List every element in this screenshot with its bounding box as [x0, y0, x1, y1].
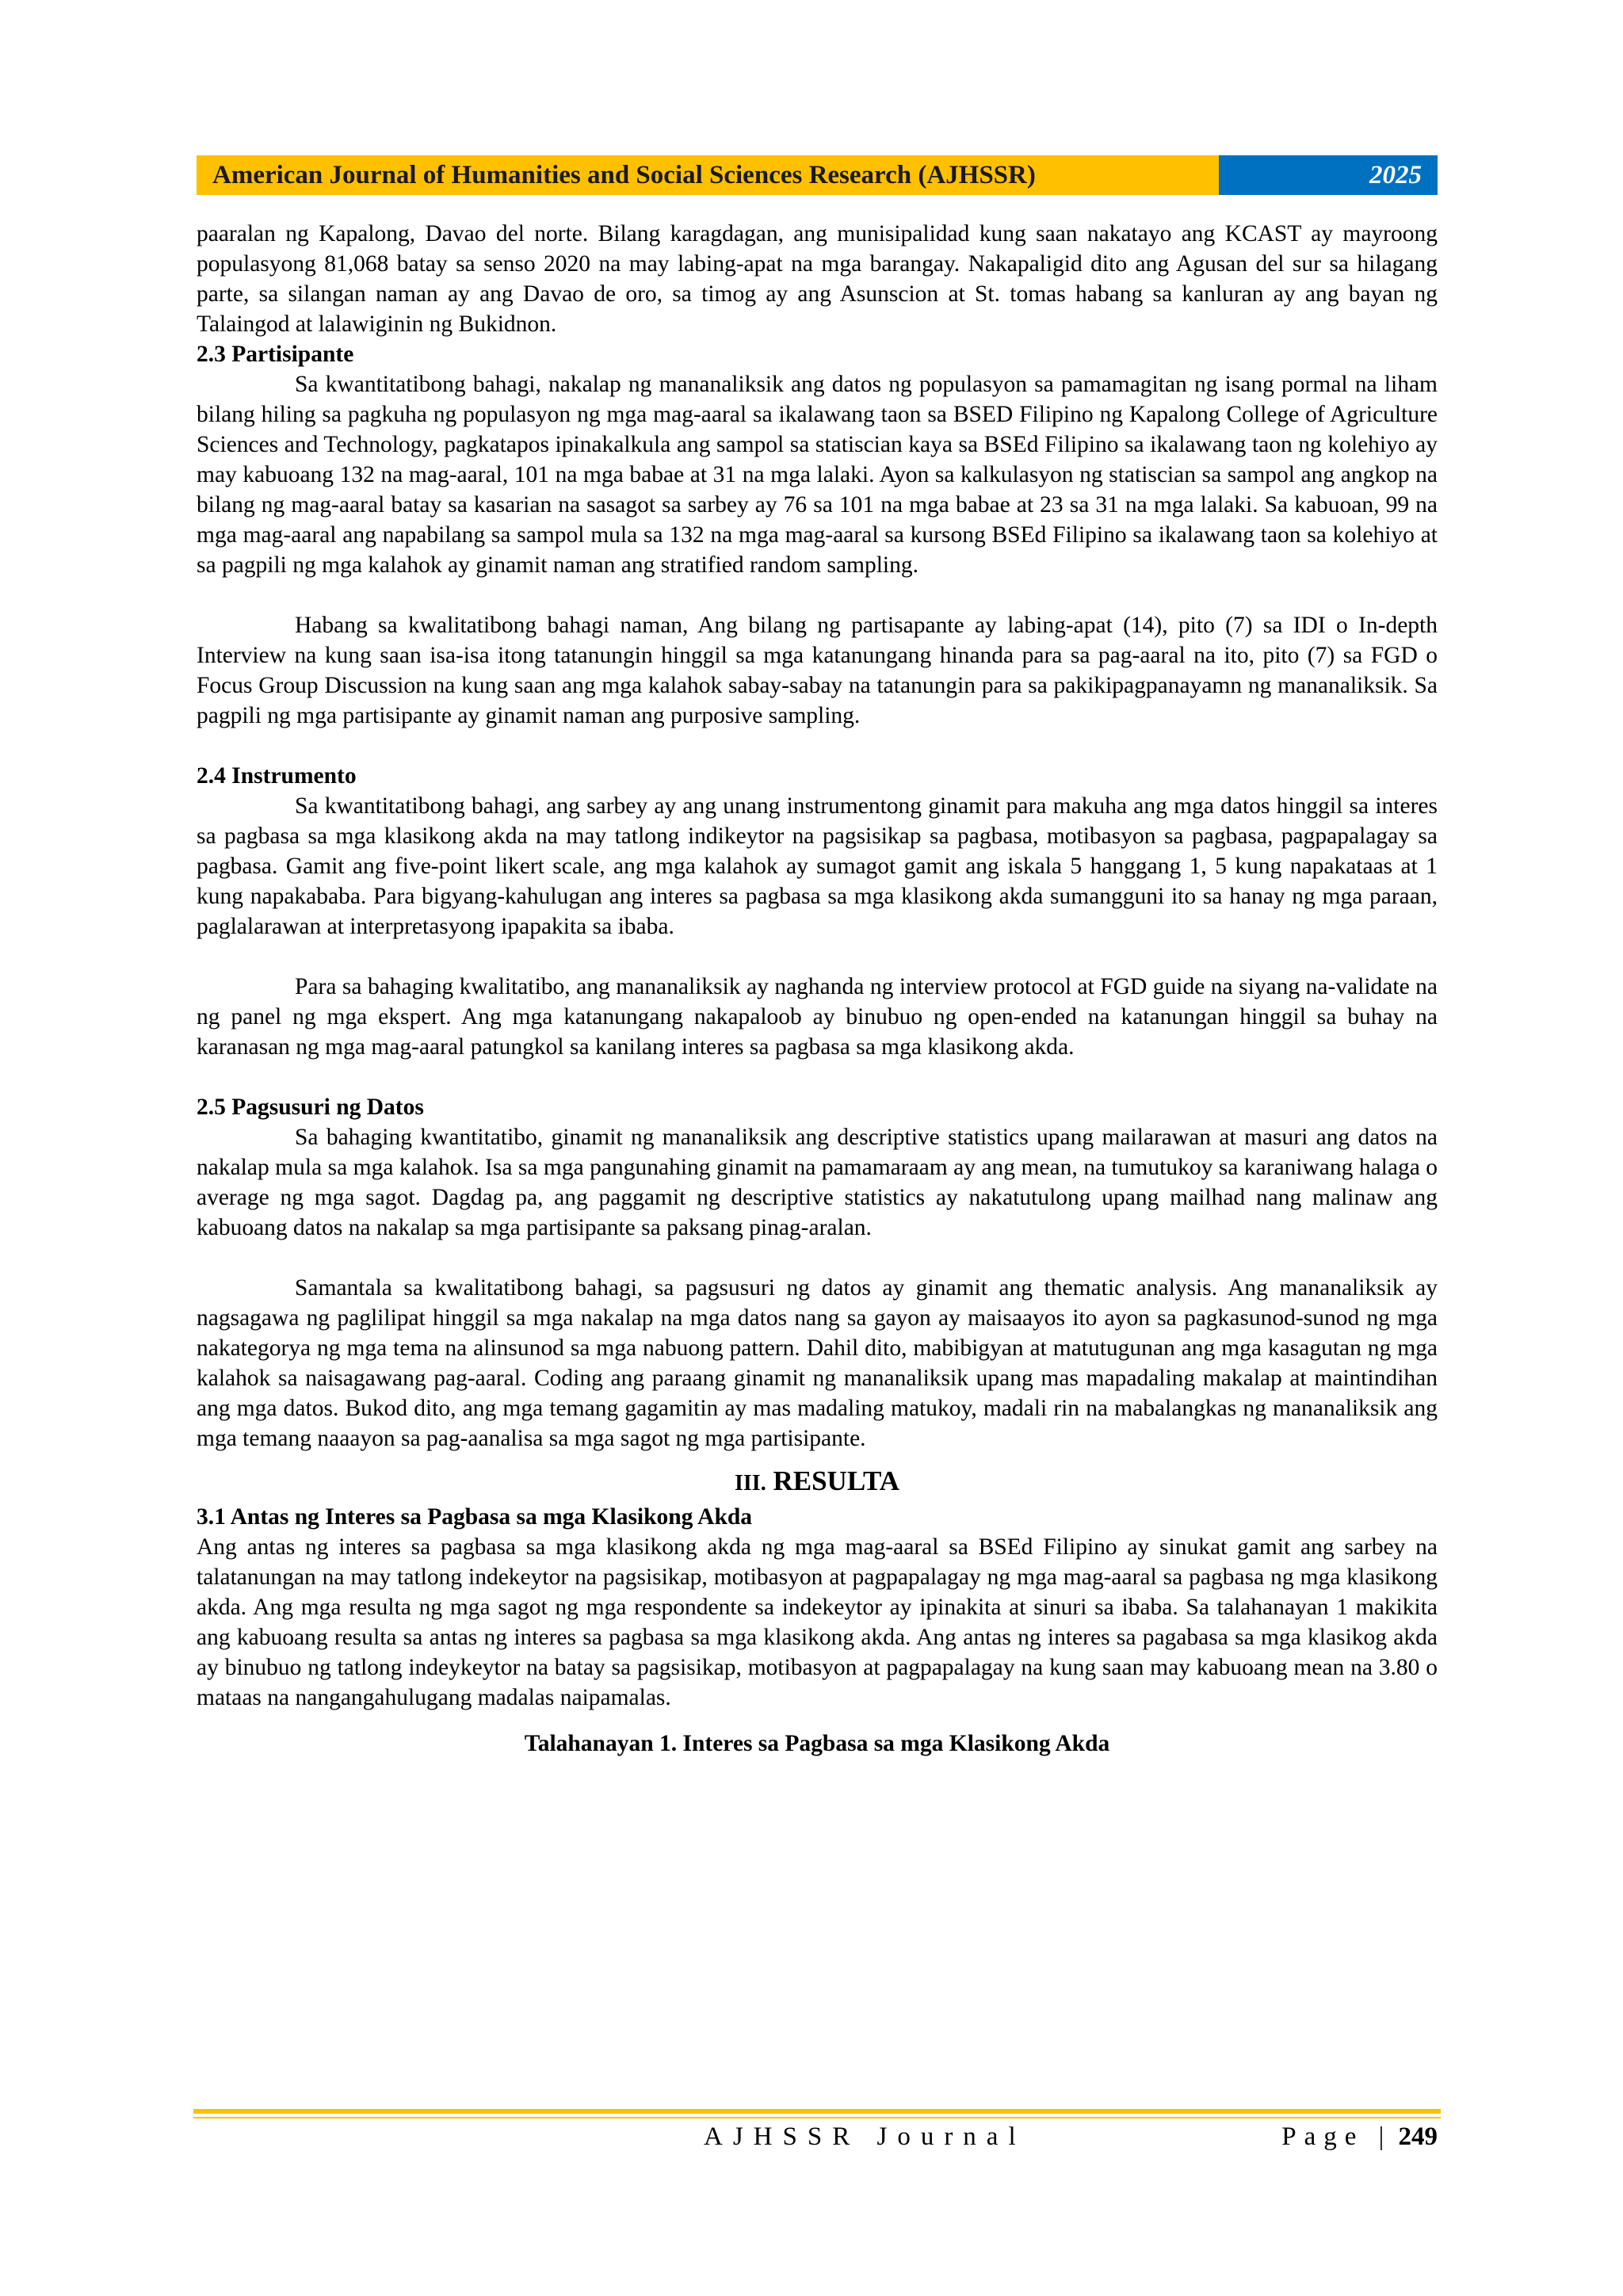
footer-page-number: 249	[1398, 2122, 1438, 2151]
paragraph-partisipante-2: Habang sa kwalitatibong bahagi naman, Ang bilang ng partisapante ay labing-apat (14), pito (7) sa IDI o In-depth Interview na kung saan isa-isa itong tatanungin hinggil sa mga katanungang hinanda para sa pag-aaral na ito, pito (7) sa FGD o Focus Group Discussion na kung saan ang mga kalahok sabay-sabay na tatanungin para sa pakikipagpanayamn ng mananaliksik. Sa pagpili ng mga partisipante ay ginamit naman ang purposive sampling.	[197, 613, 1438, 728]
footer-divider-thick	[193, 2109, 1441, 2114]
paragraph-partisipante-1: Sa kwantitatibong bahagi, nakalap ng mananaliksik ang datos ng populasyon sa pamamagitan ng isang pormal na liham bilang hiling sa pagkuha ng populasyon ng mga mag-aaral sa ikalawang taon sa BSED Filipino ng Kapalong College of Agriculture Sciences and Technology, pagkatapos ipinakalkula ang sampol sa statiscian kaya sa BSEd Filipino sa ikalawang taon ng kolehiyo ay may kabuoang 132 na mag-aaral, 101 na mga babae at 31 na mga lalaki. Ayon sa kalkulasyon ng statiscian sa sampol ang angkop na bilang ng mag-aaral batay sa kasarian na sasagot sa sarbey ay 76 sa 101 na mga babae at 23 sa 31 na mga lalaki. Sa kabuoan, 99 na mga mag-aaral ang napabilang sa sampol mula sa 132 na mga mag-aaral sa kursong BSEd Filipino sa ikalawang taon sa kolehiyo at sa pagpili ng mga kalahok ay ginamit naman ang stratified random sampling.	[197, 372, 1438, 578]
paragraph-instrumento-2: Para sa bahaging kwalitatibo, ang mananaliksik ay naghanda ng interview protocol at FGD guide na siyang na-validate na ng panel ng mga ekspert. Ang mga katanungang nakapaloob ay binubuo ng open-ended na katanungan hinggil sa buhay na karanasan ng mga mag-aaral patungkol sa kanilang interes sa pagbasa sa mga klasikong akda.	[197, 974, 1438, 1060]
paragraph-pagsusuri-1: Sa bahaging kwantitatibo, ginamit ng mananaliksik ang descriptive statistics upang mailarawan at masuri ang datos na nakalap mula sa mga kalahok. Isa sa mga pangunahing ginamit na pamamaraam ay ang mean, na tumutukoy sa karaniwang halaga o average ng mga sagot. Dagdag pa, ang paggamit ng descriptive statistics ay nakatutulong upang mailhad nang malinaw ang kabuoang datos na nakalap sa mga partisipante sa paksang pinag-aralan.	[197, 1125, 1438, 1240]
page-footer	[197, 2122, 1438, 2157]
paragraph-instrumento-1: Sa kwantitatibong bahagi, ang sarbey ay ang unang instrumentong ginamit para makuha ang mga datos hinggil sa interes sa pagbasa sa mga klasikong akda na may tatlong indikeytor na pagsisikap sa pagbasa, motibasyon sa pagbasa, pagpapalagay sa pagbasa. Gamit ang five-point likert scale, ang mga kalahok ay sumagot gamit ang iskala 5 hanggang 1, 5 kung napakataas at 1 kung napakababa. Para bigyang-kahulugan ang interes sa pagbasa sa mga klasikong akda sumangguni ito sa hanay ng mga paraan, paglalarawan at interpretasyong ipapakita sa ibaba.	[197, 793, 1438, 939]
section-title-text: RESULTA	[773, 1465, 899, 1496]
paragraph-antas: Ang antas ng interes sa pagbasa sa mga klasikong akda ng mga mag-aaral sa BSEd Filipino ay sinukat gamit ang sarbey na talatanungan na may tatlong indekeytor na pagsisikap, motibasyon at pagpapalagay ng mga mag-aaral sa pagbasa ng mga klasikong akda. Ang mga resulta ng mga sagot ng mga respondente sa indekeytor ay ipinakita at sinuri sa ibaba. Sa talahanayan 1 makikita ang kabuoang resulta sa antas ng interes sa pagbasa sa mga klasikong akda. Ang antas ng interes sa pagabasa sa mga klasikog akda ay binubuo ng tatlong indeykeytor na batay sa pagsisikap, motibasyon at pagpapalagay na kung saan may kabuoang mean na 3.80 o mataas na nangangahulugang madalas naipamalas.	[197, 1534, 1438, 1710]
journal-title: American Journal of Humanities and Social Sciences Research (AJHSSR)	[197, 155, 1219, 195]
journal-header	[197, 155, 1438, 195]
page-body	[197, 219, 1438, 1759]
heading-partisipante: 2.3 Partisipante	[197, 342, 354, 367]
footer-divider-thin	[193, 2117, 1441, 2118]
publication-year: 2025	[1219, 155, 1438, 195]
section-heading-resulta	[197, 1463, 1438, 1502]
section-roman-numeral: III.	[735, 1471, 766, 1496]
paragraph-pagsusuri-2: Samantala sa kwalitatibong bahagi, sa pagsusuri ng datos ay ginamit ang thematic analysis. Ang mananaliksik ay nagsagawa ng paglilipat hinggil sa mga nakalap na mga datos nang sa gayon ay maisaayos ito ayon sa pagkasunod-sunod ng mga nakategorya ng mga tema na alinsunod sa mga nabuong pattern. Dahil dito, mabibigyan at matutugunan ang mga kasagutan ng mga kalahok sa naisagawang pag-aaral. Coding ang paraang ginamit ng mananaliksik upang mas mapadaling makalap at maintindihan ang mga datos. Bukod dito, ang mga temang gagamitin ay mas madaling matukoy, madali rin na mabalangkas ng mananaliksik ang mga temang naaayon sa pag-aanalisa sa mga sagot ng mga partisipante.	[197, 1275, 1438, 1451]
footer-page-label: Page |	[1281, 2122, 1392, 2151]
table-caption: Talahanayan 1. Interes sa Pagbasa sa mga Klasikong Akda	[524, 1731, 1110, 1756]
heading-antas: 3.1 Antas ng Interes sa Pagbasa sa mga Klasikong Akda	[197, 1504, 753, 1530]
paragraph-intro: paaralan ng Kapalong, Davao del norte. Bilang karagdagan, ang munisipalidad kung saan nakatayo ang KCAST ay mayroong populasyong 81,068 batay sa senso 2020 na may labing-apat na mga barangay. Nakapaligid dito ang Agusan del sur sa hilagang parte, sa silangan naman ay ang Davao de oro, sa timog ay ang Asunscion at St. tomas habang sa kanluran ay ang bayan ng Talaingod at lalawiginin ng Bukidnon.	[197, 221, 1438, 337]
heading-pagsusuri: 2.5 Pagsusuri ng Datos	[197, 1095, 424, 1120]
heading-instrumento: 2.4 Instrumento	[197, 763, 357, 789]
footer-journal-name: AJHSSR Journal	[704, 2122, 1026, 2151]
footer-page-info	[1281, 2122, 1438, 2152]
